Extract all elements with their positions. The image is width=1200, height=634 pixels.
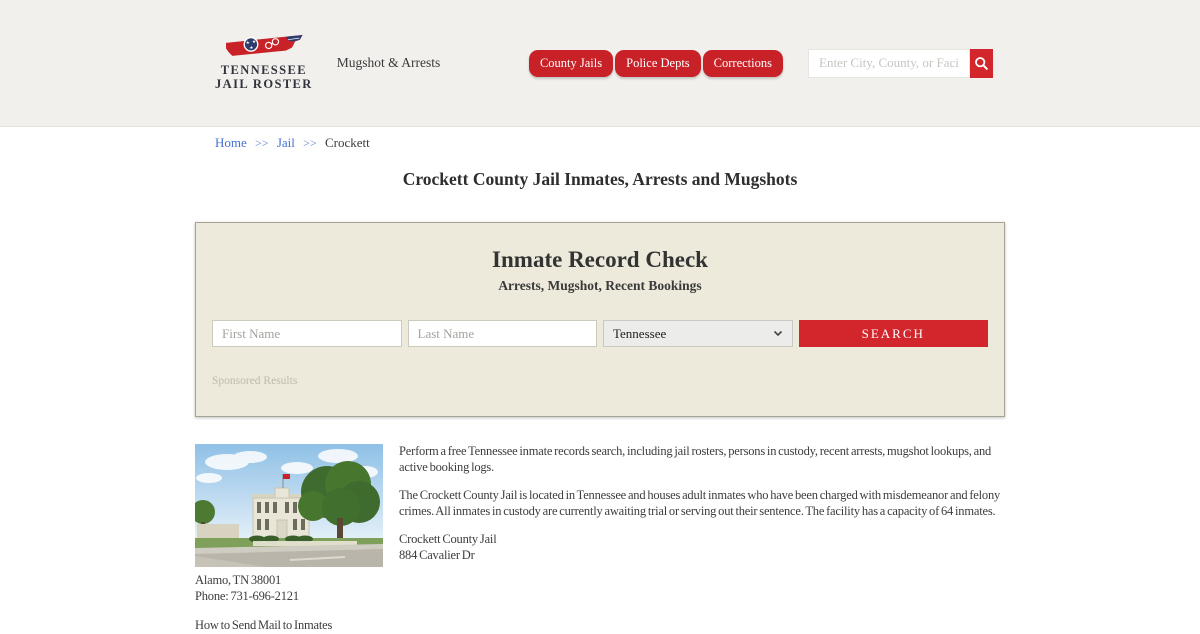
logo-line-2: JAIL ROSTER xyxy=(215,77,313,91)
address-street-line: 884 Cavalier Dr xyxy=(399,547,475,562)
facility-info-section xyxy=(195,444,1005,634)
sponsored-results-label: Sponsored Results xyxy=(212,375,298,387)
last-name-input[interactable] xyxy=(408,320,598,347)
facility-address xyxy=(399,532,1005,563)
search-icon xyxy=(974,56,989,71)
inmate-record-check-panel xyxy=(195,222,1005,417)
intro-paragraph: Perform a free Tennessee inmate records search, including jail rosters, persons in custody, recent arrests, mugshot lookups, and active booking logs. xyxy=(399,444,992,474)
main-nav xyxy=(529,50,783,77)
logo-line-1: TENNESSEE xyxy=(220,63,307,78)
page-title: Crockett County Jail Inmates, Arrests and Mugshots xyxy=(402,169,798,189)
site-logo[interactable] xyxy=(215,34,313,92)
nav-corrections-button[interactable]: Corrections xyxy=(703,50,783,77)
svg-text:★: ★ xyxy=(245,41,250,47)
record-check-title: Inmate Record Check xyxy=(492,247,708,272)
svg-text:★: ★ xyxy=(249,46,254,52)
breadcrumb-separator: >> xyxy=(255,136,269,150)
breadcrumb-separator: >> xyxy=(303,136,317,150)
facility-info-left-column xyxy=(195,444,383,634)
site-header xyxy=(0,0,1200,127)
chevron-down-icon xyxy=(773,330,783,337)
site-tagline: Mugshot & Arrests xyxy=(336,55,441,70)
facility-search-button[interactable] xyxy=(970,49,993,78)
facility-photo xyxy=(195,444,383,567)
courthouse-photo-illustration xyxy=(195,444,383,567)
breadcrumb-jail-link[interactable]: Jail xyxy=(276,135,295,150)
address-phone-line: Phone: 731-696-2121 xyxy=(195,588,299,603)
address-name-line: Crockett County Jail xyxy=(399,532,497,546)
breadcrumb-home-link[interactable]: Home xyxy=(215,135,247,150)
svg-text:★: ★ xyxy=(251,40,257,46)
record-search-button[interactable]: SEARCH xyxy=(799,320,988,347)
facility-info-text xyxy=(399,444,1005,634)
facility-description-paragraph: The Crockett County Jail is located in Tennessee and houses adult inmates who have been charged with misdemeanor and felony crimes. All inmates in custody are currently awaiting trial or serving out their sentence. The facility has a capacity of 64 inmates. xyxy=(399,488,1001,518)
nav-county-jails-button[interactable]: County Jails xyxy=(529,50,613,77)
address-city-line: Alamo, TN 38001 xyxy=(195,573,282,587)
state-select[interactable] xyxy=(603,320,793,347)
breadcrumb-current: Crockett xyxy=(324,135,370,150)
state-select-value: Tennessee xyxy=(613,325,667,341)
record-check-form xyxy=(212,320,988,347)
record-check-subtitle: Arrests, Mugshot, Recent Bookings xyxy=(498,278,702,293)
mail-to-inmates-heading: How to Send Mail to Inmates xyxy=(195,618,333,632)
first-name-input[interactable] xyxy=(212,320,402,347)
tennessee-state-logo-icon xyxy=(225,34,303,61)
facility-search-input[interactable] xyxy=(808,49,970,78)
nav-police-depts-button[interactable]: Police Depts xyxy=(615,50,701,77)
breadcrumb xyxy=(195,135,1005,152)
header-search xyxy=(808,49,993,78)
